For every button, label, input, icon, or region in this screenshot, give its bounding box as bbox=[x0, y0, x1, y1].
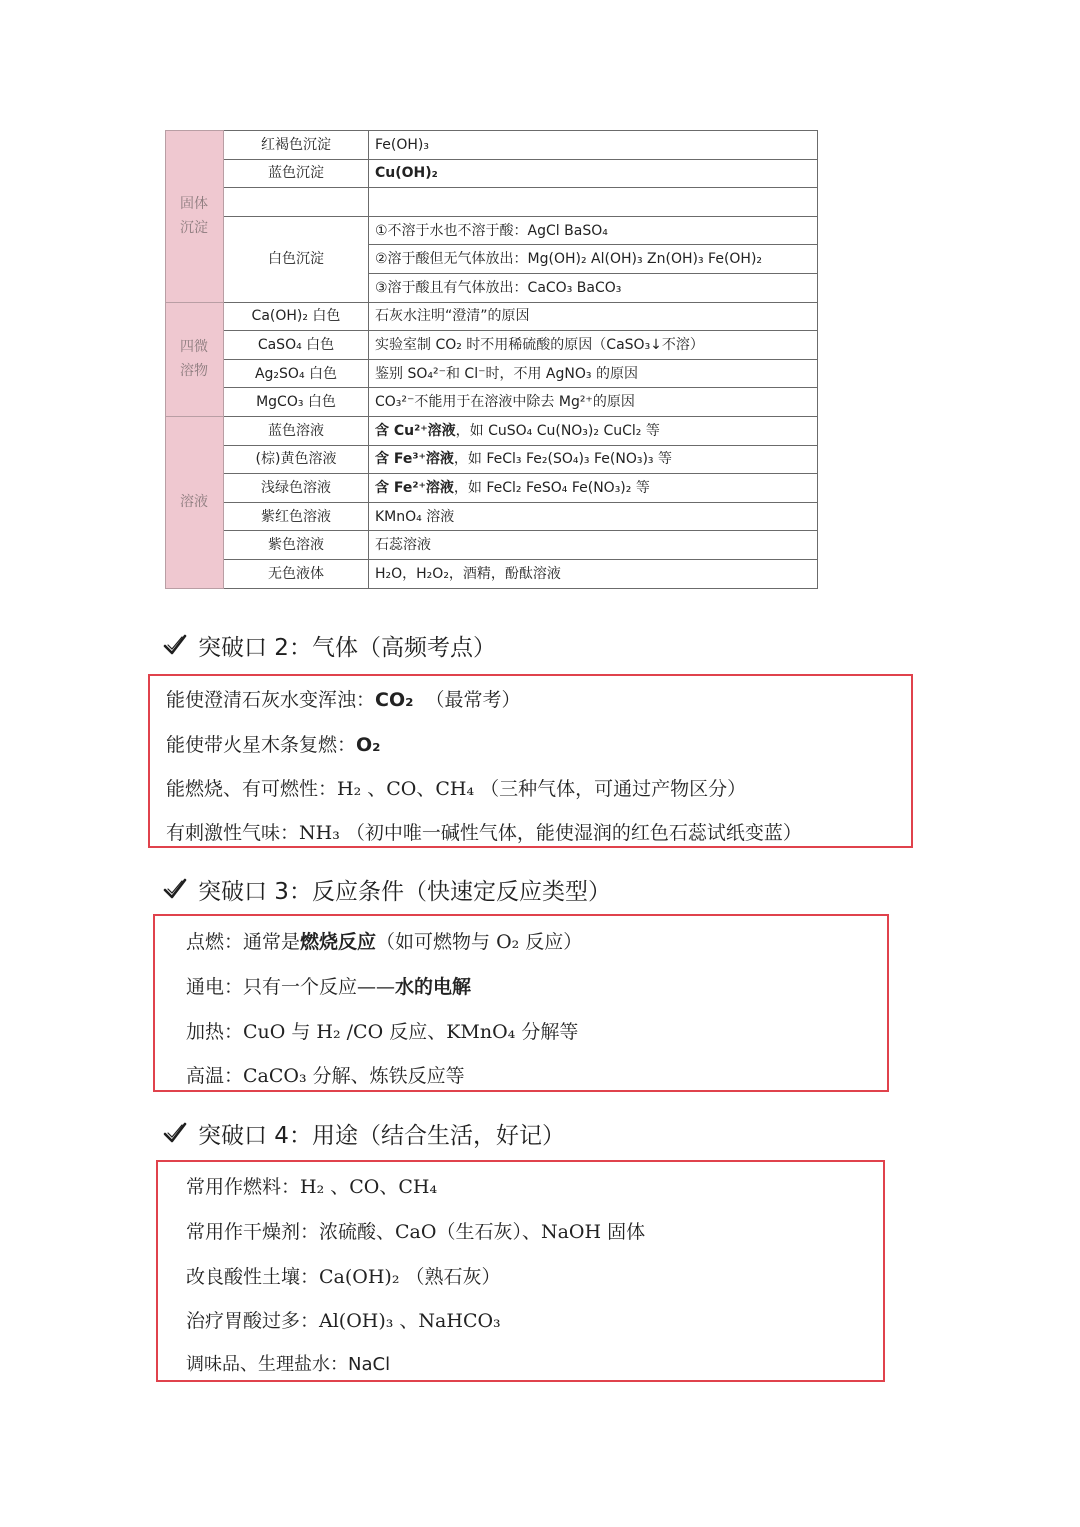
row-label: 白色沉淀 bbox=[224, 216, 369, 302]
check-icon bbox=[162, 632, 188, 658]
condition-line-1 bbox=[186, 927, 582, 954]
section-title-text: 突破口 2：气体（高频考点） bbox=[198, 634, 496, 661]
gases-box bbox=[148, 674, 913, 848]
row-value-rest: ，如 CuSO₄ Cu(NO₃)₂ CuCl₂ 等 bbox=[455, 422, 660, 439]
row-value: 实验室制 CO₂ 时不用稀硫酸的原因（CaSO₃↓不溶） bbox=[369, 331, 818, 360]
row-label: CaSO₄ 白色 bbox=[224, 331, 369, 360]
row-value: H₂O，H₂O₂，酒精，酚酞溶液 bbox=[369, 559, 818, 588]
table-row bbox=[166, 388, 818, 417]
line-text: （最常考） bbox=[425, 689, 521, 711]
use-line-2: 常用作干燥剂：浓硫酸、CaO（生石灰）、NaOH 固体 bbox=[186, 1221, 646, 1243]
line-text: （如可燃物与 O₂ 反应） bbox=[376, 931, 583, 953]
use-line-5: 调味品、生理盐水：NaCl bbox=[186, 1354, 391, 1375]
row-value: KMnO₄ 溶液 bbox=[369, 502, 818, 531]
uses-box bbox=[156, 1160, 885, 1382]
row-label: 紫色溶液 bbox=[224, 531, 369, 560]
blank-cell bbox=[224, 188, 369, 217]
section-title-uses bbox=[162, 1116, 565, 1150]
table-row bbox=[166, 502, 818, 531]
row-label: Ag₂SO₄ 白色 bbox=[224, 359, 369, 388]
condition-line-4: 高温：CaCO₃ 分解、炼铁反应等 bbox=[186, 1065, 465, 1087]
section-title-conditions bbox=[162, 872, 611, 906]
condition-line-3: 加热：CuO 与 H₂ /CO 反应、KMnO₄ 分解等 bbox=[186, 1021, 579, 1043]
table-row bbox=[166, 416, 818, 445]
row-label: 浅绿色溶液 bbox=[224, 474, 369, 503]
line-highlight: 燃烧反应 bbox=[300, 931, 377, 953]
row-value: ①不溶于水也不溶于酸：AgCl BaSO₄ bbox=[369, 216, 818, 245]
condition-line-2 bbox=[186, 972, 471, 999]
row-value-bold: 含 Fe³⁺溶液 bbox=[375, 451, 454, 468]
line-text: 点燃：通常是 bbox=[186, 931, 301, 953]
conditions-box bbox=[153, 914, 889, 1092]
table-row bbox=[166, 216, 818, 245]
table-row bbox=[166, 302, 818, 331]
row-value-rest: ，如 FeCl₂ FeSO₄ Fe(NO₃)₂ 等 bbox=[453, 479, 650, 496]
row-label: (棕)黄色溶液 bbox=[224, 445, 369, 474]
use-line-3: 改良酸性土壤：Ca(OH)₂ （熟石灰） bbox=[186, 1266, 501, 1288]
table-row bbox=[166, 331, 818, 360]
precipitate-solution-table bbox=[165, 130, 818, 589]
row-label: 蓝色沉淀 bbox=[224, 159, 369, 188]
line-highlight: CO₂ bbox=[375, 689, 414, 711]
row-label: 紫红色溶液 bbox=[224, 502, 369, 531]
row-value: Fe(OH)₃ bbox=[369, 131, 818, 160]
line-highlight: 水的电解 bbox=[395, 976, 472, 998]
table-row bbox=[166, 131, 818, 160]
line-highlight: O₂ bbox=[356, 734, 381, 756]
table-row-blank bbox=[166, 188, 818, 217]
group-label-solid-precipitate: 固体沉淀 bbox=[166, 131, 224, 303]
group-label-four-slightly-soluble: 四微溶物 bbox=[166, 302, 224, 416]
blank-cell bbox=[369, 188, 818, 217]
table-row bbox=[166, 474, 818, 503]
row-value-rest: ，如 FeCl₃ Fe₂(SO₄)₃ Fe(NO₃)₃ 等 bbox=[453, 451, 672, 468]
row-value bbox=[369, 445, 818, 474]
row-label: 无色液体 bbox=[224, 559, 369, 588]
line-text: 能使澄清石灰水变浑浊： bbox=[166, 689, 376, 711]
table-row bbox=[166, 531, 818, 560]
row-value: 鉴别 SO₄²⁻和 Cl⁻时，不用 AgNO₃ 的原因 bbox=[369, 359, 818, 388]
use-line-1: 常用作燃料：H₂ 、CO、CH₄ bbox=[186, 1176, 438, 1198]
gas-line-3: 能燃烧、有可燃性：H₂ 、CO、CH₄ （三种气体，可通过产物区分） bbox=[166, 778, 747, 800]
section-title-gases bbox=[162, 628, 496, 662]
row-value bbox=[369, 474, 818, 503]
row-value bbox=[369, 416, 818, 445]
row-value: CO₃²⁻不能用于在溶液中除去 Mg²⁺的原因 bbox=[369, 388, 818, 417]
table-row bbox=[166, 159, 818, 188]
section-title-text: 突破口 3：反应条件（快速定反应类型） bbox=[198, 878, 611, 905]
row-value: Cu(OH)₂ bbox=[369, 159, 818, 188]
gas-line-2 bbox=[166, 730, 381, 757]
row-label: Ca(OH)₂ 白色 bbox=[224, 302, 369, 331]
row-value-bold: 含 Fe²⁺溶液 bbox=[375, 479, 454, 496]
gas-line-4: 有刺激性气味：NH₃ （初中唯一碱性气体，能使湿润的红色石蕊试纸变蓝） bbox=[166, 822, 802, 844]
row-value: ③溶于酸且有气体放出：CaCO₃ BaCO₃ bbox=[369, 273, 818, 302]
line-text: 通电：只有一个反应—— bbox=[186, 976, 396, 998]
row-value: 石灰水注明“澄清”的原因 bbox=[369, 302, 818, 331]
gas-line-1 bbox=[166, 685, 521, 712]
row-label: 蓝色溶液 bbox=[224, 416, 369, 445]
row-label: MgCO₃ 白色 bbox=[224, 388, 369, 417]
section-title-text: 突破口 4：用途（结合生活，好记） bbox=[198, 1122, 565, 1149]
row-value: 石蕊溶液 bbox=[369, 531, 818, 560]
table-row bbox=[166, 359, 818, 388]
row-value: ②溶于酸但无气体放出：Mg(OH)₂ Al(OH)₃ Zn(OH)₃ Fe(OH)₂ bbox=[369, 245, 818, 274]
row-label: 红褐色沉淀 bbox=[224, 131, 369, 160]
use-line-4: 治疗胃酸过多：Al(OH)₃ 、NaHCO₃ bbox=[186, 1310, 501, 1332]
check-icon bbox=[162, 1120, 188, 1146]
row-value-bold: 含 Cu²⁺溶液 bbox=[375, 422, 456, 439]
group-label-solution: 溶液 bbox=[166, 416, 224, 588]
table-row bbox=[166, 559, 818, 588]
table-row bbox=[166, 445, 818, 474]
line-text: 能使带火星木条复燃： bbox=[166, 734, 357, 756]
check-icon bbox=[162, 876, 188, 902]
